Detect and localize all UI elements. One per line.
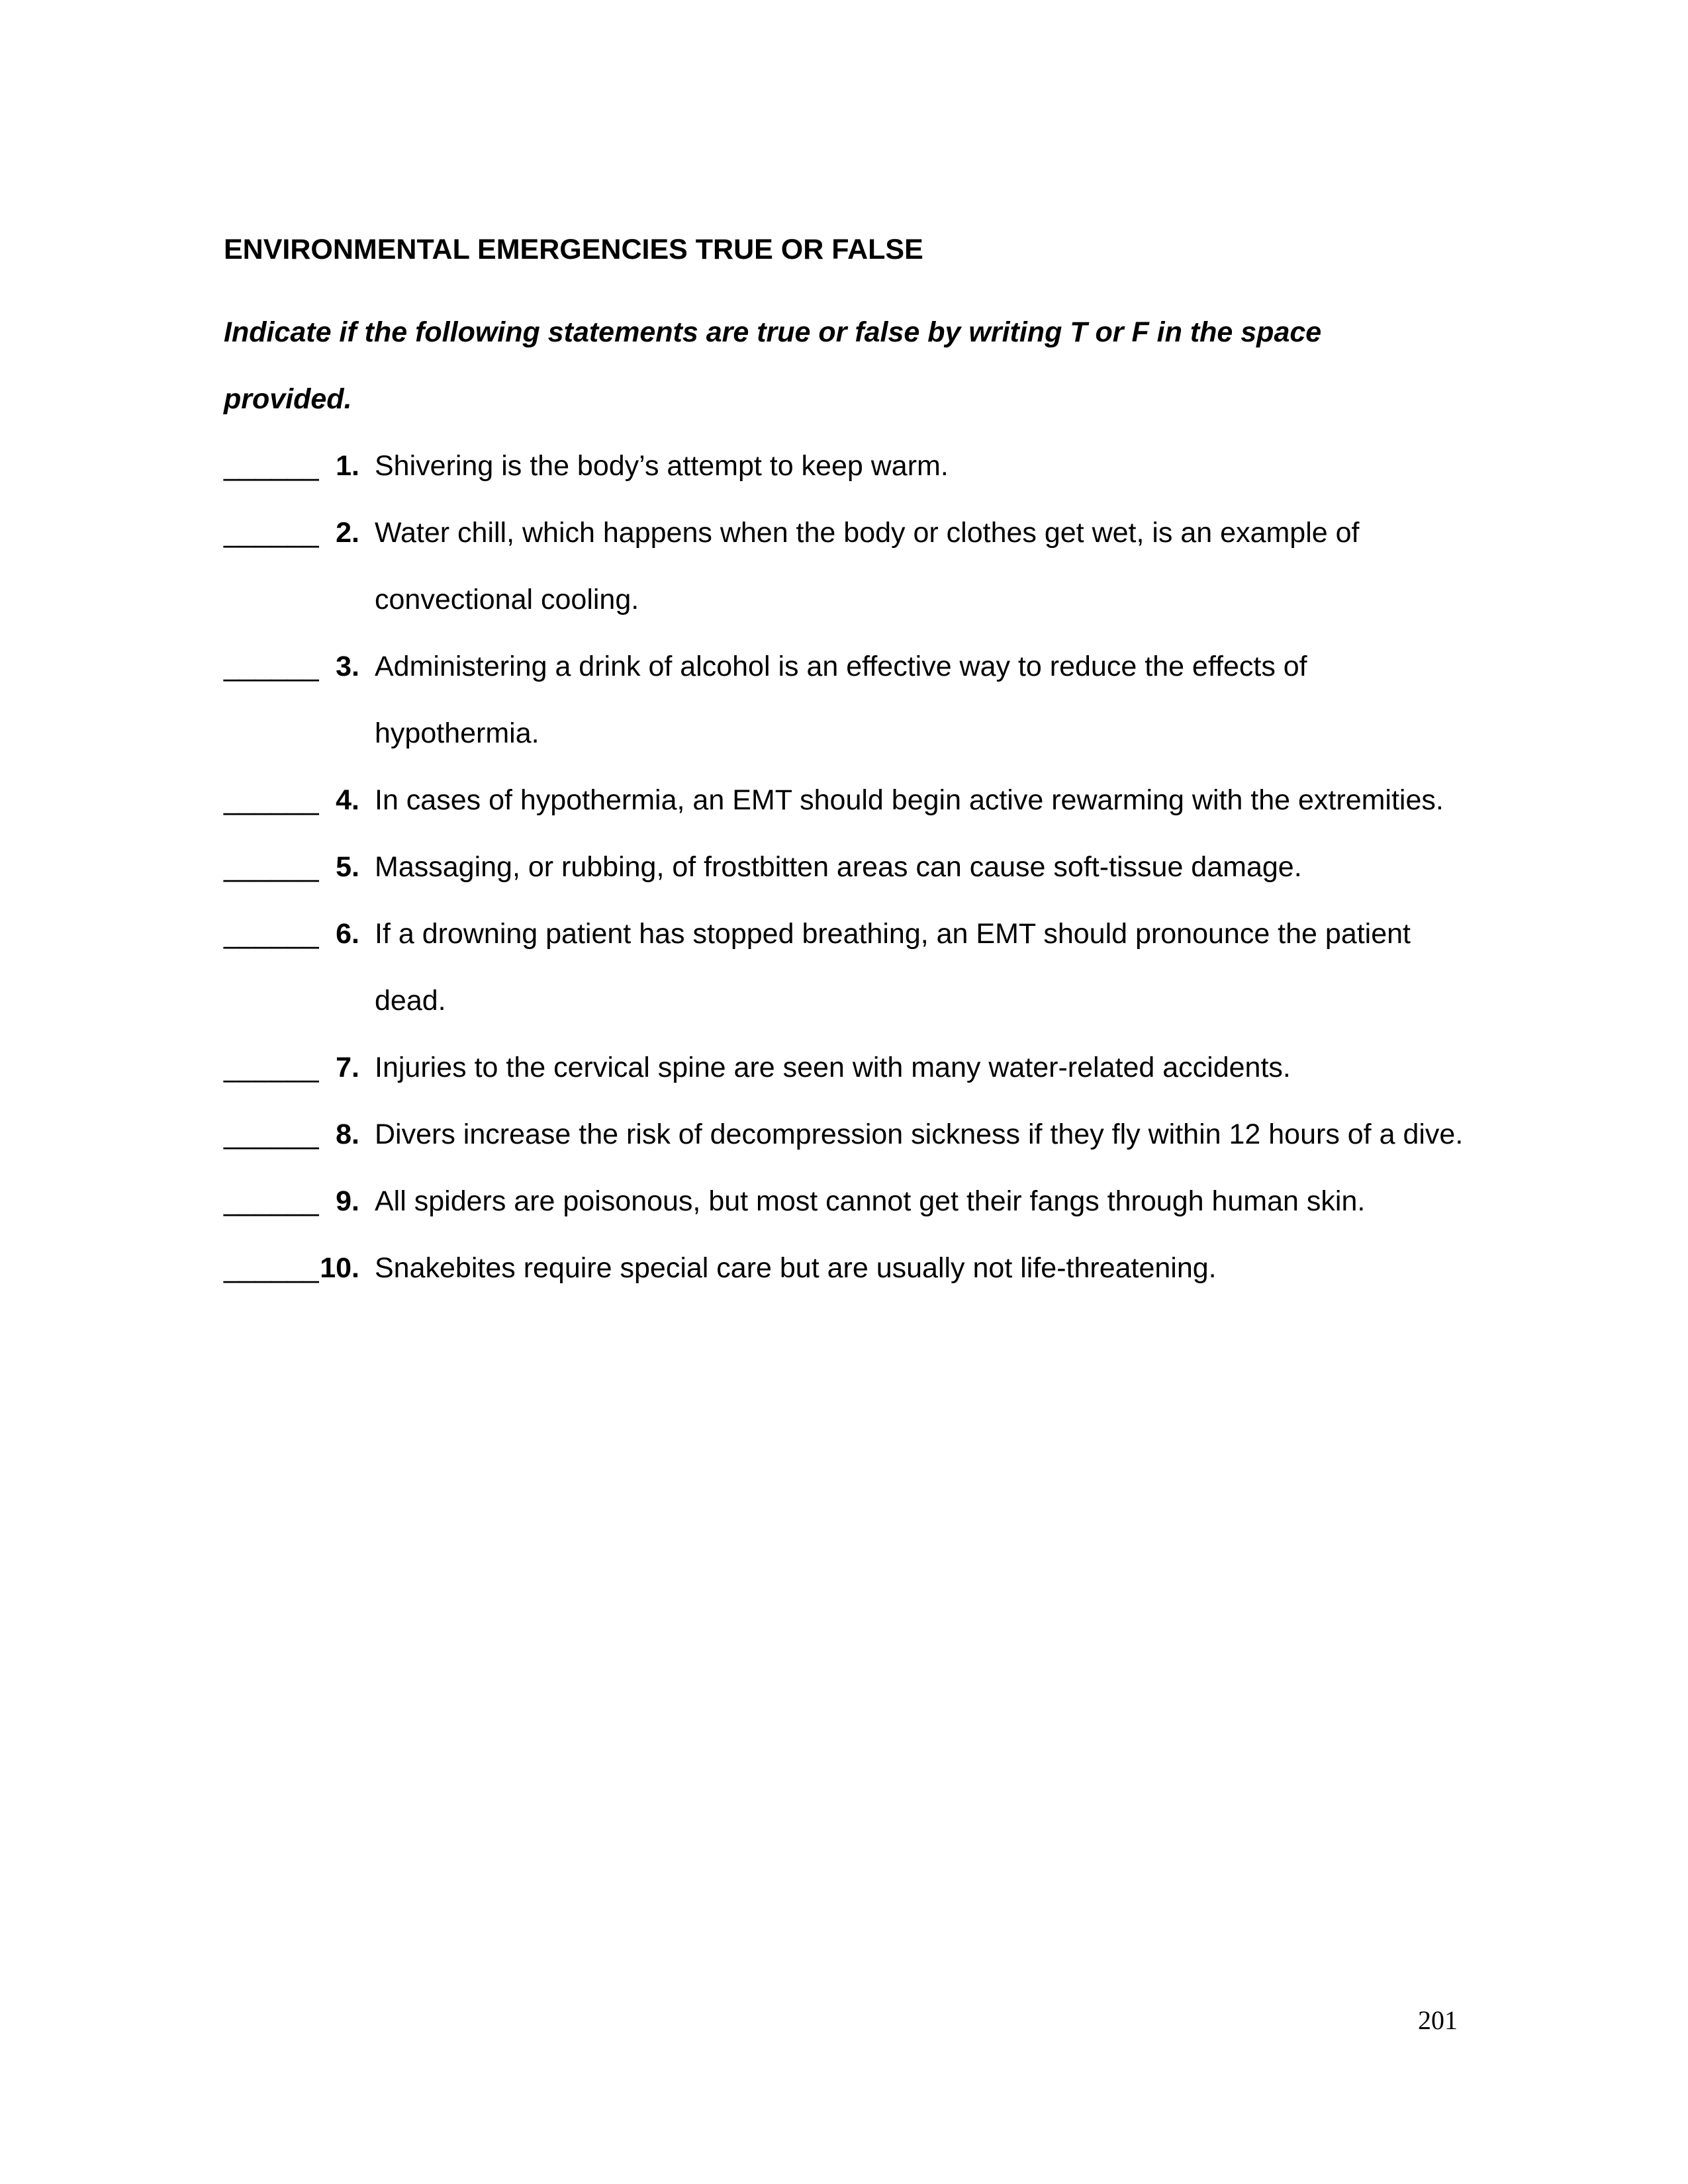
question-number: 7. — [336, 1052, 359, 1083]
question-item — [224, 1034, 1468, 1101]
answer-blank[interactable]: ______ — [224, 1252, 319, 1284]
question-item — [224, 633, 1468, 767]
question-number: 5. — [336, 851, 359, 883]
answer-blank[interactable]: ______ — [224, 784, 319, 816]
answer-blank[interactable]: ______ — [224, 851, 319, 883]
question-text: Water chill, which happens when the body or clothes get wet, is an example of convectional cooling. — [375, 517, 1360, 615]
answer-blank[interactable]: ______ — [224, 1185, 319, 1217]
question-number: 10. — [320, 1252, 359, 1284]
question-number: 8. — [336, 1118, 359, 1150]
question-item — [224, 1235, 1468, 1302]
question-item — [224, 433, 1468, 500]
question-number: 2. — [336, 517, 359, 549]
question-item — [224, 767, 1468, 834]
question-number: 4. — [336, 784, 359, 816]
question-number: 3. — [336, 651, 359, 682]
question-text: In cases of hypothermia, an EMT should begin active rewarming with the extremities. — [375, 784, 1444, 816]
question-text: Injuries to the cervical spine are seen with many water-related accidents. — [375, 1052, 1291, 1083]
question-number: 1. — [336, 450, 359, 482]
answer-blank[interactable]: ______ — [224, 1052, 319, 1083]
question-number: 9. — [336, 1185, 359, 1217]
page-number: 201 — [1418, 2005, 1458, 2035]
question-text: Divers increase the risk of decompression sickness if they fly within 12 hours of a dive. — [375, 1118, 1464, 1150]
question-item — [224, 500, 1468, 633]
instructions: Indicate if the following statements are true or false by writing T or F in the space provided. — [224, 316, 1322, 415]
question-text: If a drowning patient has stopped breathing, an EMT should pronounce the patient dead. — [375, 918, 1411, 1017]
answer-blank[interactable]: ______ — [224, 918, 319, 950]
question-text: Snakebites require special care but are usually not life-threatening. — [375, 1252, 1217, 1284]
page-title: ENVIRONMENTAL EMERGENCIES TRUE OR FALSE — [224, 234, 923, 265]
answer-blank[interactable]: ______ — [224, 450, 319, 482]
question-text: Shivering is the body’s attempt to keep warm. — [375, 450, 949, 482]
question-list — [224, 433, 1468, 1302]
question-text: All spiders are poisonous, but most cannot get their fangs through human skin. — [375, 1185, 1366, 1217]
question-item — [224, 834, 1468, 901]
answer-blank[interactable]: ______ — [224, 651, 319, 682]
question-text: Massaging, or rubbing, of frostbitten areas can cause soft-tissue damage. — [375, 851, 1302, 883]
question-item — [224, 1101, 1468, 1168]
answer-blank[interactable]: ______ — [224, 1118, 319, 1150]
answer-blank[interactable]: ______ — [224, 517, 319, 549]
question-item — [224, 1168, 1468, 1235]
question-text: Administering a drink of alcohol is an effective way to reduce the effects of hypothermia. — [375, 651, 1307, 749]
question-item — [224, 901, 1468, 1034]
question-number: 6. — [336, 918, 359, 950]
